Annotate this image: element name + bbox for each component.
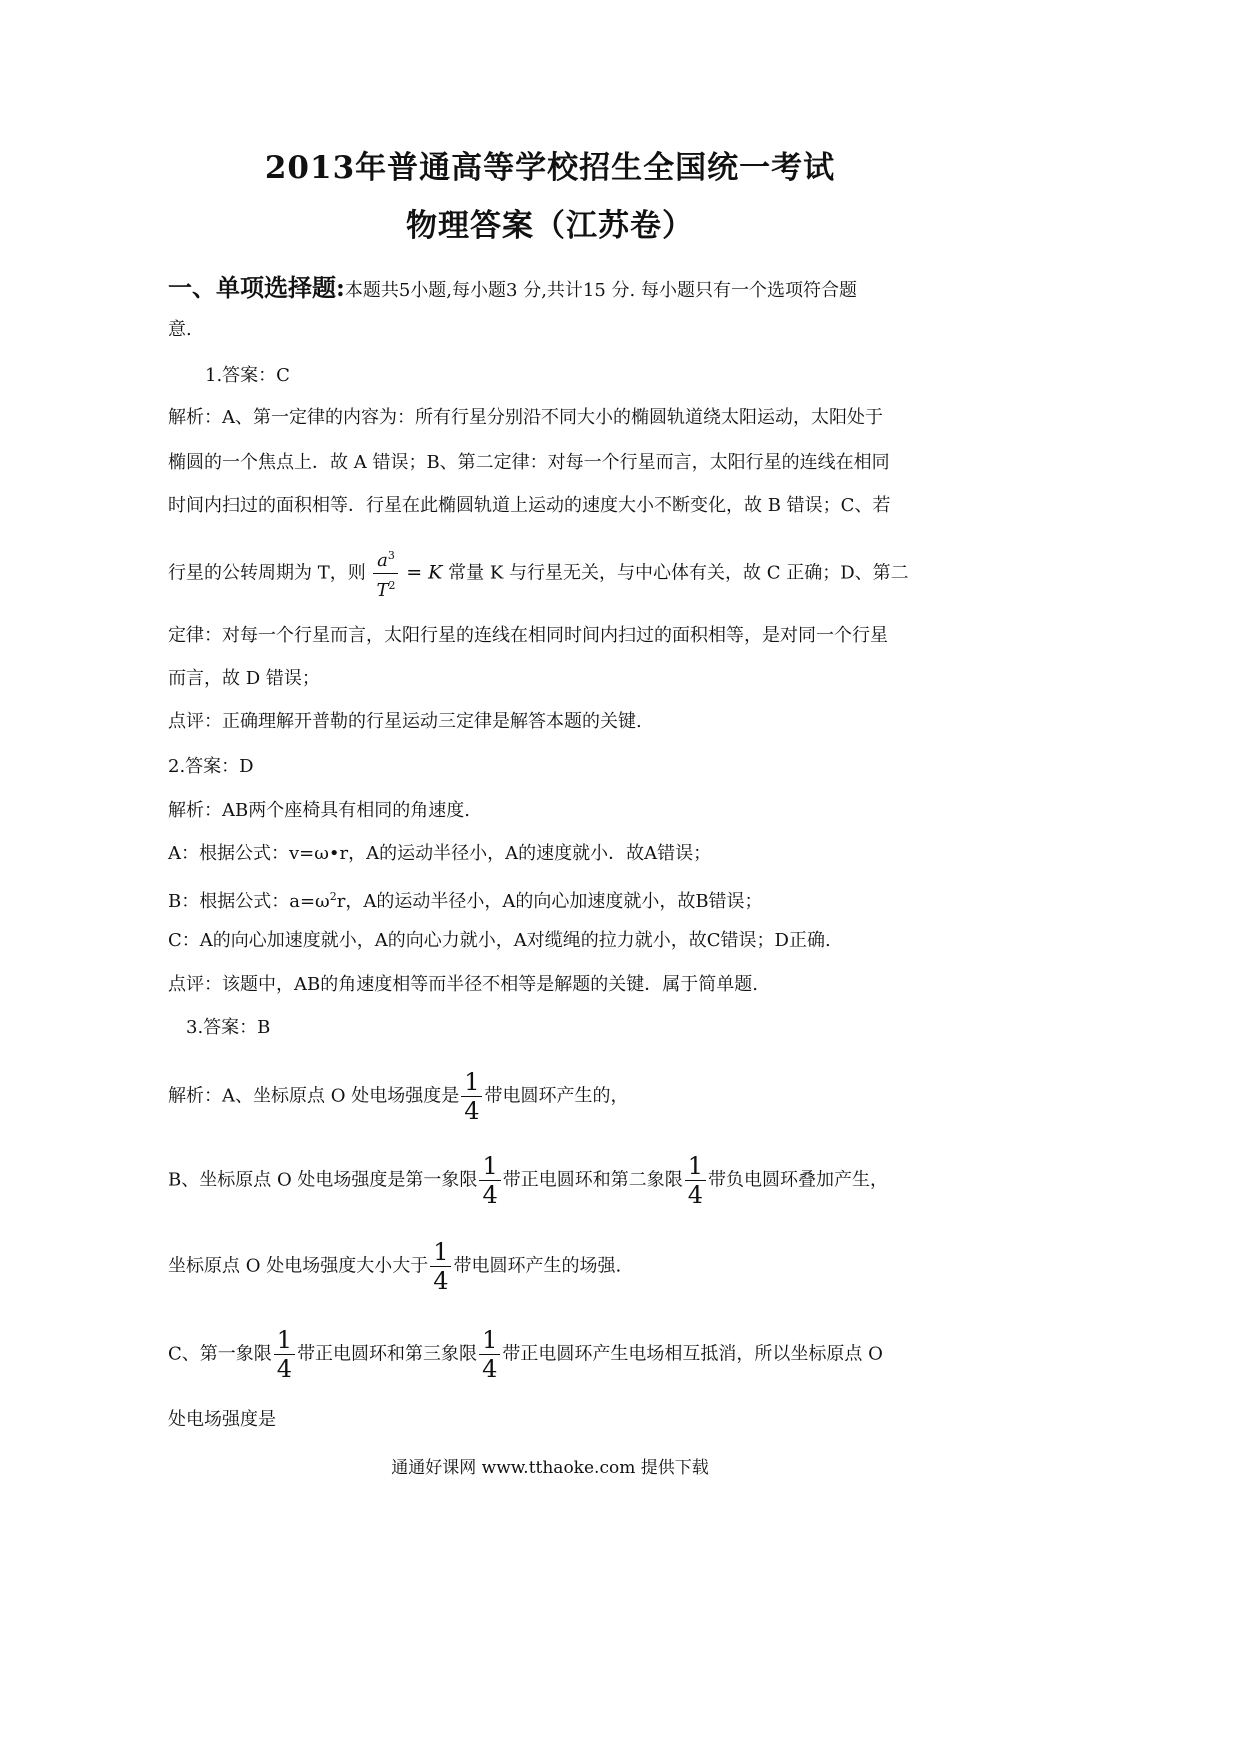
q1-line-2: 椭圆的一个焦点上．故 A 错误；B、第二定律：对每一个行星而言，太阳行星的连线在相同 — [168, 452, 890, 473]
kepler-fraction-den: T — [376, 580, 389, 601]
q3-line-d — [168, 1326, 883, 1383]
q1-line-6: 而言，故 D 错误； — [168, 668, 320, 689]
q2-answer: 2.答案：D — [168, 756, 254, 777]
quarter-fraction-num: 1 — [687, 1152, 703, 1180]
kepler-fraction-den-exp: 2 — [388, 579, 396, 592]
q3-line-c2: 带电圆环产生的场强. — [453, 1255, 622, 1277]
q3-line-a2: 带电圆环产生的， — [484, 1085, 629, 1107]
quarter-fraction-num: 1 — [482, 1326, 498, 1354]
section-heading: 一、单项选择题: — [168, 273, 345, 302]
section-header — [168, 268, 857, 303]
quarter-fraction-den: 4 — [479, 1180, 500, 1209]
quarter-fraction — [479, 1326, 500, 1383]
quarter-fraction — [430, 1238, 451, 1295]
quarter-fraction-den: 4 — [461, 1096, 482, 1125]
quarter-fraction-den: 4 — [430, 1266, 451, 1295]
q1-line-4 — [168, 544, 909, 603]
kepler-equation-rhs: = K — [406, 561, 443, 584]
q2-line-4: C：A的向心加速度就小，A的向心力就小，A对缆绳的拉力就小，故C错误；D正确. — [168, 930, 831, 951]
q3-line-a — [168, 1068, 628, 1125]
quarter-fraction-num: 1 — [433, 1238, 449, 1266]
quarter-fraction-num: 1 — [276, 1326, 293, 1354]
quarter-fraction — [479, 1152, 500, 1209]
quarter-fraction — [274, 1326, 295, 1383]
q2-line-3a: B：根据公式：a=ω — [168, 891, 330, 912]
document-subtitle: 物理答案（江苏卷） — [406, 208, 694, 244]
q2-comment: 点评：该题中，AB的角速度相等而半径不相等是解题的关键．属于简单题. — [168, 974, 758, 995]
footer-credit: 通通好课网 www.tthaoke.com 提供下载 — [391, 1458, 709, 1478]
q3-line-d2: 带正电圆环和第三象限 — [297, 1343, 478, 1365]
kepler-fraction-num: a — [377, 550, 388, 571]
q3-line-a1: 解析：A、坐标原点 O 处电场强度是 — [168, 1085, 460, 1107]
quarter-fraction-den: 4 — [274, 1354, 295, 1383]
q3-line-e: 处电场强度是 — [168, 1409, 276, 1430]
q1-line-4a: 行星的公转周期为 T，则 — [168, 562, 366, 584]
q1-line-5: 定律：对每一个行星而言，太阳行星的连线在相同时间内扫过的面积相等，是对同一个行星 — [168, 625, 888, 646]
q2-line-3 — [168, 885, 763, 914]
quarter-fraction-num: 1 — [482, 1152, 498, 1180]
kepler-fraction — [373, 544, 398, 603]
quarter-fraction-den: 4 — [479, 1354, 500, 1383]
q2-line-3-sup: 2 — [329, 890, 337, 903]
q1-line-1: 解析：A、第一定律的内容为：所有行星分别沿不同大小的椭圆轨道绕太阳运动，太阳处于 — [168, 407, 883, 428]
q2-line-2: A：根据公式：v=ω•r，A的运动半径小，A的速度就小．故A错误； — [168, 843, 712, 864]
q3-line-b3: 带负电圆环叠加产生， — [708, 1169, 888, 1191]
section-description: 本题共5小题,每小题3 分,共计15 分. 每小题只有一个选项符合题 — [344, 280, 857, 301]
q1-comment: 点评：正确理解开普勒的行星运动三定律是解答本题的关键. — [168, 711, 642, 732]
kepler-fraction-num-exp: 3 — [387, 549, 395, 562]
quarter-fraction — [461, 1068, 482, 1125]
q3-line-d1: C、第一象限 — [168, 1343, 272, 1365]
q2-line-1: 解析：AB两个座椅具有相同的角速度. — [168, 800, 470, 821]
q1-line-3: 时间内扫过的面积相等．行星在此椭圆轨道上运动的速度大小不断变化，故 B 错误；C、若 — [168, 495, 891, 516]
q3-line-b2: 带正电圆环和第二象限 — [502, 1169, 683, 1191]
q1-answer: 1.答案：C — [205, 365, 290, 386]
q3-line-d3: 带正电圆环产生电场相互抵消，所以坐标原点 O — [502, 1343, 883, 1365]
q3-line-c — [168, 1238, 621, 1295]
document-title: 2013年普通高等学校招生全国统一考试 — [264, 150, 836, 186]
quarter-fraction-num: 1 — [464, 1068, 480, 1096]
section-description-cont: 意. — [168, 319, 192, 340]
q3-line-b1: B、坐标原点 O 处电场强度是第一象限 — [168, 1169, 478, 1191]
q3-line-b — [168, 1152, 888, 1209]
quarter-fraction-den: 4 — [685, 1180, 706, 1209]
q3-line-c1: 坐标原点 O 处电场强度大小大于 — [168, 1255, 429, 1277]
q2-line-3b: r，A的运动半径小，A的向心加速度就小，故B错误； — [336, 891, 763, 912]
q3-answer: 3.答案：B — [186, 1017, 271, 1038]
q1-line-4b: 常量 K 与行星无关，与中心体有关，故 C 正确；D、第二 — [448, 562, 909, 584]
quarter-fraction — [685, 1152, 706, 1209]
